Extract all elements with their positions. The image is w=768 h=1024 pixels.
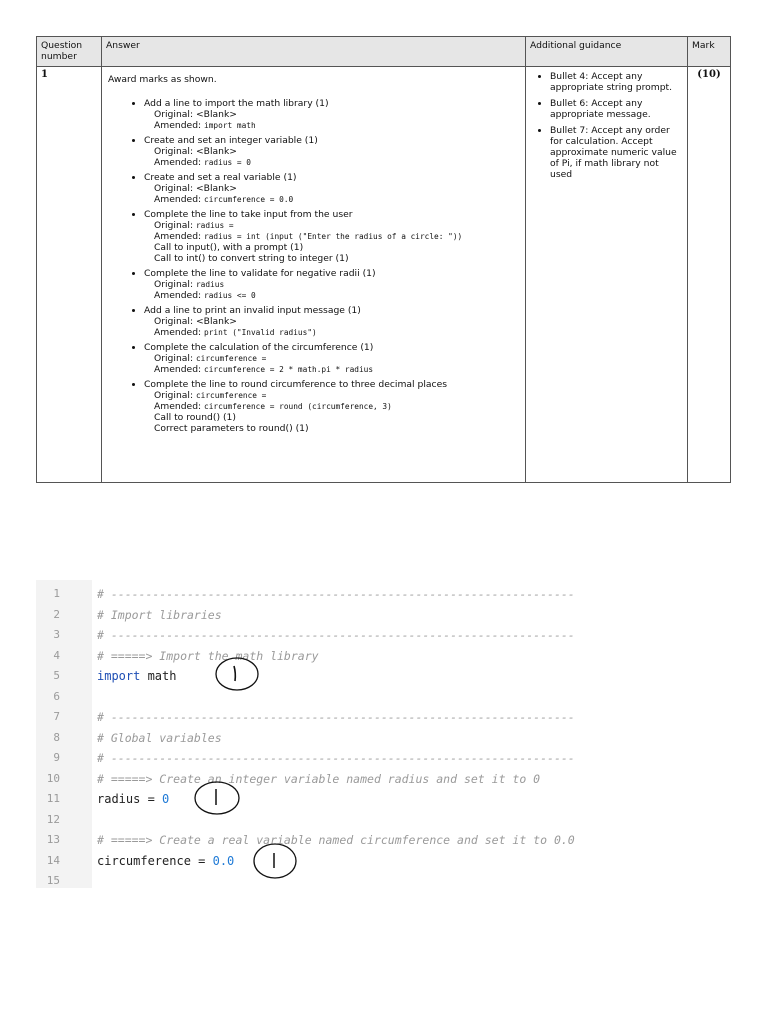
- code-comment: # -------------------------------------------------------------------: [97, 628, 575, 642]
- answer-line-code: radius = 0: [204, 158, 251, 167]
- answer-line: [144, 390, 521, 401]
- answer-bullet: [144, 342, 521, 375]
- question-number: 1: [37, 67, 102, 483]
- code-line: [36, 687, 591, 708]
- answer-line-label: Amended:: [154, 120, 205, 131]
- answer-line-label: Original:: [154, 109, 196, 120]
- answer-line: [144, 109, 521, 120]
- answer-line-label: Amended:: [154, 401, 205, 412]
- answer-note: Correct parameters to round() (1): [154, 423, 309, 434]
- line-number: 15: [46, 874, 60, 887]
- header-mark: Mark: [688, 37, 731, 67]
- code-line: [36, 646, 591, 667]
- code-identifier: math: [140, 669, 177, 683]
- handwritten-tick-mark-icon: [214, 656, 262, 692]
- code-text: [97, 646, 319, 667]
- answer-line-label: Amended:: [154, 231, 205, 242]
- answer-line-label: Amended:: [154, 194, 205, 205]
- line-number: 8: [53, 730, 60, 744]
- answer-line-label: Amended:: [154, 290, 205, 301]
- mark-scheme-table: [36, 36, 731, 483]
- answer-line: [144, 353, 521, 364]
- line-number: 14: [46, 853, 60, 867]
- handwritten-tick-mark-icon: [193, 780, 243, 816]
- code-text: [97, 707, 575, 728]
- code-line: [36, 851, 591, 872]
- bullet-title: • Complete the line to take input from the user: [144, 209, 353, 220]
- answer-line: [144, 316, 521, 327]
- answer-line-label: Original:: [154, 390, 196, 401]
- guidance-cell: [526, 67, 688, 483]
- code-text: [97, 584, 575, 605]
- line-number: 2: [53, 607, 60, 621]
- answer-intro: Award marks as shown.: [108, 74, 217, 85]
- answer-line: [144, 146, 521, 157]
- code-comment: # =====> Create an integer variable named radius and set it to 0: [97, 771, 541, 786]
- mark-value: (10): [688, 67, 731, 483]
- code-line: [36, 584, 591, 605]
- line-number: 3: [53, 628, 60, 641]
- answer-note: Call to round() (1): [154, 412, 236, 423]
- answer-line-label: Original:: [154, 279, 196, 290]
- answer-line-label: Amended:: [154, 327, 205, 338]
- answer-line-code: import math: [204, 121, 256, 130]
- line-number: 12: [46, 812, 60, 826]
- code-text: [97, 769, 540, 790]
- bullet-title: • Add a line to print an invalid input message (1): [144, 305, 361, 316]
- answer-line-code: radius = int (input ("Enter the radius of a circle: ")): [204, 232, 463, 241]
- code-comment: # -------------------------------------------------------------------: [97, 587, 575, 601]
- line-number: 11: [46, 792, 60, 805]
- answer-line-label: Amended:: [154, 157, 205, 168]
- header-question-number: Question number: [37, 37, 102, 67]
- code-line: [36, 625, 591, 646]
- answer-line-label: Amended:: [154, 364, 205, 375]
- code-text: [97, 625, 575, 646]
- bullet-title: • Complete the line to validate for negative radii (1): [144, 268, 376, 279]
- answer-line-code: circumference = 2 * math.pi * radius: [204, 365, 374, 374]
- answer-line: [144, 194, 521, 205]
- answer-line: [144, 364, 521, 375]
- answer-line-label: Original:: [154, 353, 196, 364]
- code-keyword: import: [97, 669, 141, 683]
- line-number: 6: [53, 689, 60, 703]
- code-comment: # =====> Create a real variable named circumference and set it to 0.0: [97, 833, 575, 847]
- line-number: 5: [53, 669, 60, 682]
- code-comment: # -------------------------------------------------------------------: [97, 710, 575, 724]
- code-line: [36, 605, 591, 626]
- answer-line: [144, 290, 521, 301]
- code-text: [97, 830, 575, 851]
- answer-bullet: [144, 268, 521, 301]
- answer-line-code: print ("Invalid radius"): [204, 328, 317, 337]
- answer-bullet: [144, 172, 521, 205]
- answer-bullet: [144, 135, 521, 168]
- answer-line: [144, 279, 521, 290]
- answer-line-code: radius <= 0: [204, 291, 256, 300]
- answer-line-label: Original:: [154, 146, 196, 157]
- answer-bullet-list: [106, 98, 521, 434]
- code-comment: # =====> Import the math library: [97, 648, 319, 663]
- code-comment: # Import libraries: [97, 607, 222, 622]
- code-line: [36, 728, 591, 749]
- answer-line: [144, 157, 521, 168]
- guidance-item: • Bullet 7: Accept any order for calculation. Accept approximate numeric value of Pi, if math library not used: [550, 125, 683, 180]
- code-editor: [36, 580, 591, 888]
- answer-line-code: circumference =: [195, 391, 267, 400]
- answer-note: Call to int() to convert string to integer (1): [154, 253, 349, 264]
- code-identifier: circumference =: [97, 853, 213, 868]
- guidance-item: • Bullet 6: Accept any appropriate message.: [550, 98, 683, 120]
- code-line: [36, 666, 591, 687]
- code-text: [97, 851, 234, 872]
- line-number: 1: [53, 587, 60, 600]
- table-row: [37, 67, 731, 483]
- answer-line-label: Original:: [154, 183, 196, 194]
- answer-line-label: Original:: [154, 220, 196, 231]
- answer-bullet: [144, 379, 521, 434]
- code-number: 0.0: [212, 853, 235, 868]
- code-line: [36, 707, 591, 728]
- code-line: [36, 810, 591, 831]
- bullet-title: • Complete the line to round circumference to three decimal places: [144, 379, 448, 390]
- handwritten-tick-mark-icon: [251, 842, 299, 880]
- answer-bullet: [144, 209, 521, 264]
- answer-line-code: radius: [195, 280, 225, 289]
- code-line: [36, 769, 591, 790]
- table-header-row: [37, 37, 731, 67]
- code-line: [36, 789, 591, 810]
- code-text: [97, 666, 176, 687]
- answer-line-label: Original:: [154, 316, 196, 327]
- bullet-title: • Create and set an integer variable (1): [144, 135, 318, 146]
- answer-line-code: circumference =: [195, 354, 267, 363]
- code-line: [36, 830, 591, 851]
- answer-bullet: [144, 98, 521, 131]
- line-number: 13: [46, 833, 60, 846]
- answer-note: Call to input(), with a prompt (1): [154, 242, 304, 253]
- answer-line-code: <Blank>: [195, 316, 237, 327]
- answer-line-code: <Blank>: [195, 183, 237, 194]
- answer-cell: [102, 67, 526, 483]
- line-number: 4: [53, 648, 60, 662]
- bullet-title: • Add a line to import the math library (1): [144, 98, 329, 109]
- code-text: [97, 748, 575, 769]
- guidance-item: • Bullet 4: Accept any appropriate string prompt.: [550, 71, 683, 93]
- line-number: 10: [46, 771, 60, 785]
- code-comment: # -------------------------------------------------------------------: [97, 751, 575, 765]
- line-number: 7: [53, 710, 60, 723]
- guidance-list: [530, 71, 683, 180]
- answer-line-code: circumference = 0.0: [204, 195, 294, 204]
- answer-line: [144, 231, 521, 242]
- answer-line: [144, 327, 521, 338]
- answer-line: [144, 120, 521, 131]
- answer-line-code: <Blank>: [195, 146, 237, 157]
- header-additional-guidance: Additional guidance: [526, 37, 688, 67]
- code-line: [36, 748, 591, 769]
- answer-line-code: radius =: [195, 221, 234, 230]
- code-text: [97, 605, 222, 626]
- code-identifier: radius =: [97, 792, 163, 806]
- bullet-title: • Complete the calculation of the circumference (1): [144, 342, 374, 353]
- answer-line: [144, 183, 521, 194]
- code-text: [97, 789, 169, 810]
- answer-line: [144, 220, 521, 231]
- code-comment: # Global variables: [97, 730, 222, 745]
- header-answer: Answer: [102, 37, 526, 67]
- answer-line-code: circumference = round (circumference, 3): [204, 402, 392, 411]
- code-text: [97, 728, 222, 749]
- answer-line-code: <Blank>: [195, 109, 237, 120]
- answer-bullet: [144, 305, 521, 338]
- code-line: [36, 871, 591, 892]
- bullet-title: • Create and set a real variable (1): [144, 172, 297, 183]
- answer-line: [144, 401, 521, 412]
- code-number: 0: [162, 792, 170, 806]
- line-number: 9: [53, 751, 60, 764]
